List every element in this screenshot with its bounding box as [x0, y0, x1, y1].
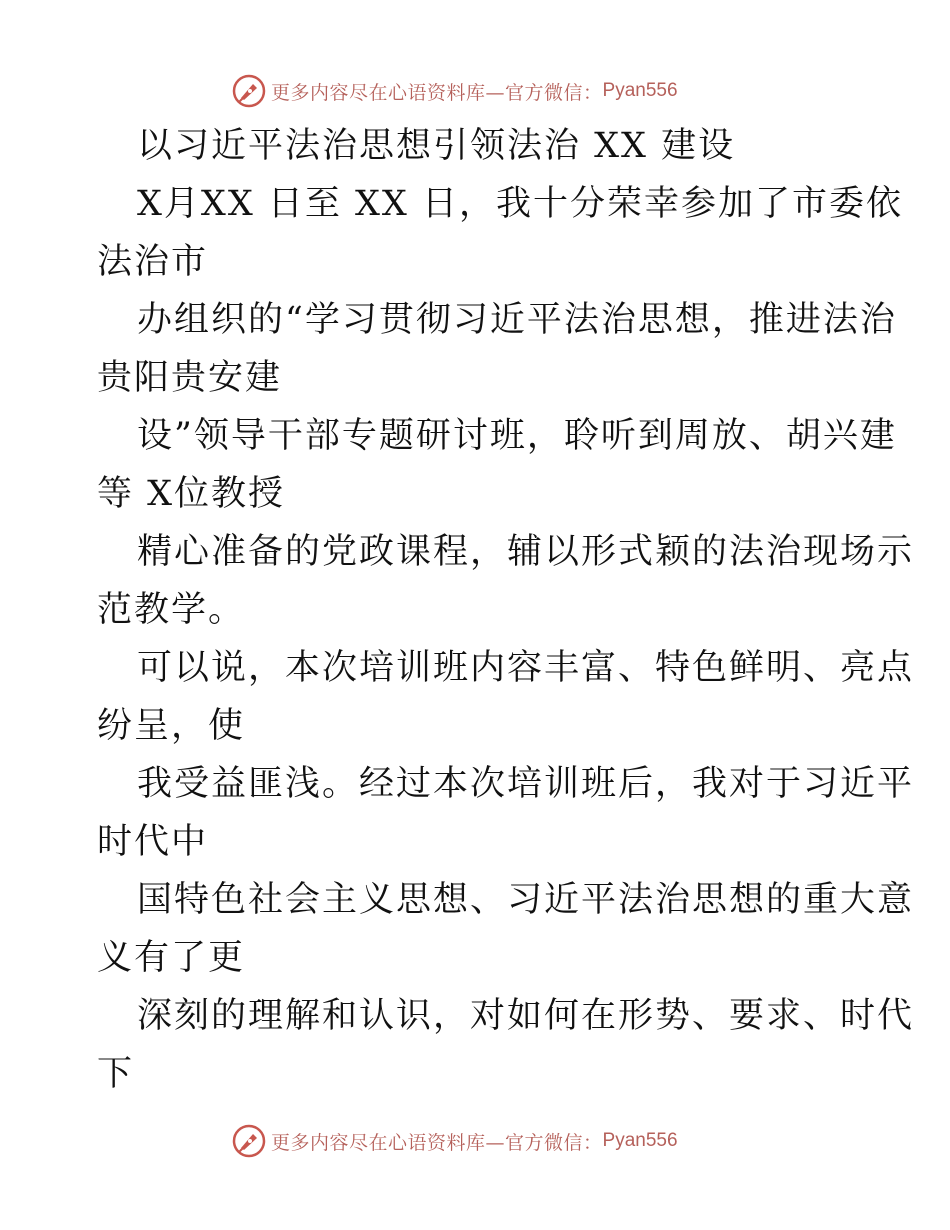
- paragraph-line: 可以说，本次培训班内容丰富、特色鲜明、亮点: [137, 648, 915, 688]
- paragraph-line: 国特色社会主义思想、习近平法治思想的重大意: [137, 880, 915, 920]
- paragraph-line: X月XX 日至 XX 日，我十分荣幸参加了市委依: [137, 184, 903, 224]
- header-banner: [232, 71, 678, 111]
- paragraph-line: 贵阳贵安建: [97, 358, 283, 398]
- paragraph-line: 法治市: [97, 242, 209, 282]
- paragraph-line: 深刻的理解和认识，对如何在形势、要求、时代: [137, 996, 915, 1036]
- pen-nib-logo-icon: [232, 1124, 266, 1158]
- paragraph-line: 办组织的“学习贯彻习近平法治思想，推进法治: [137, 300, 897, 340]
- paragraph-line: 下: [97, 1054, 135, 1094]
- footer-banner: [232, 1121, 678, 1161]
- paragraph-line: 等 X位教授: [97, 474, 286, 514]
- document-title: 以习近平法治思想引领法治 XX 建设: [137, 126, 736, 166]
- paragraph-line: 时代中: [97, 822, 209, 862]
- promo-text: 更多内容尽在心语资料库—官方微信：: [271, 81, 603, 104]
- paragraph-line: 范教学。: [97, 590, 246, 630]
- paragraph-line: 纷呈，使: [97, 706, 246, 746]
- wechat-account: Pyan556: [602, 1130, 678, 1151]
- paragraph-line: 设”领导干部专题研讨班，聆听到周放、胡兴建: [137, 416, 897, 456]
- paragraph-line: 我受益匪浅。经过本次培训班后，我对于习近平: [137, 764, 915, 804]
- paragraph-line: 精心准备的党政课程，辅以形式颖的法治现场示: [137, 532, 915, 572]
- pen-nib-logo-icon: [232, 74, 266, 108]
- wechat-account: Pyan556: [602, 80, 678, 101]
- promo-text: 更多内容尽在心语资料库—官方微信：: [271, 1131, 603, 1154]
- paragraph-line: 义有了更: [97, 938, 246, 978]
